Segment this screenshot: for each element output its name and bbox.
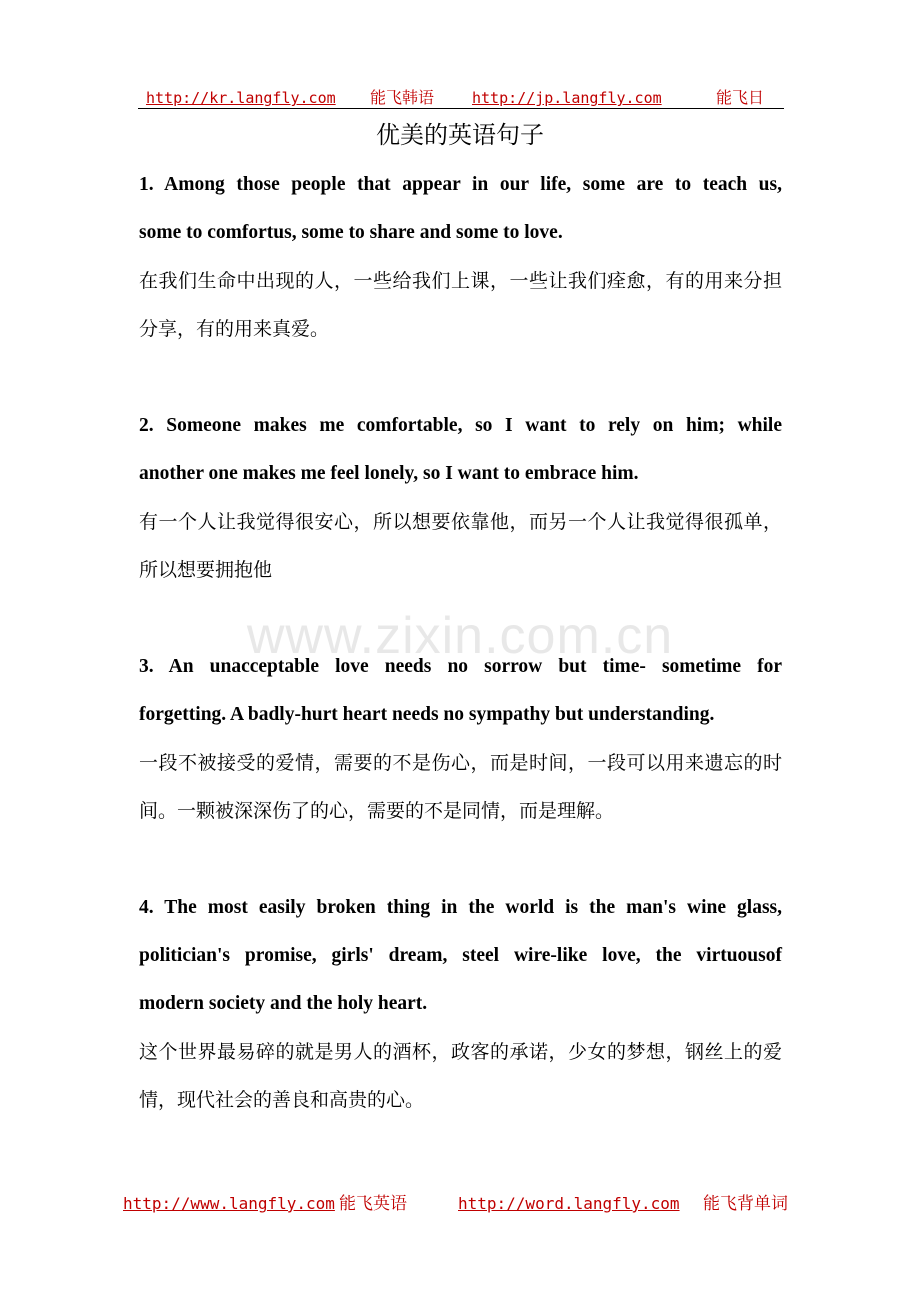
sentence-3-english-line-2: forgetting. A badly-hurt heart needs no sympathy but understanding. [139,704,715,725]
sentence-4-english-line-3: modern society and the holy heart. [139,993,428,1014]
header-name-jp: 能飞日 [716,88,765,107]
header-name-kr: 能飞韩语 [370,88,435,107]
sentence-1-chinese: 在我们生命中出现的人，一些给我们上课，一些让我们痊愈，有的用来分担分享，有的用来真爱。 [139,270,782,340]
footer-name-word: 能飞背单词 [703,1194,788,1214]
page-title: 优美的英语句子 [376,121,544,149]
page-header [138,86,784,109]
footer-link-www[interactable]: http://www.langfly.com [123,1194,335,1213]
sentence-4-english-line-2: politician's promise, girls' dream, steel wire-like love, the virtuousof [139,945,782,966]
sentence-2-english-line-1: 2. Someone makes me comfortable, so I want to rely on him; while [139,415,782,436]
sentence-4-english-line-1: 4. The most easily broken thing in the world is the man's wine glass, [139,897,782,918]
header-link-kr[interactable]: http://kr.langfly.com [146,89,336,107]
footer-name-english: 能飞英语 [339,1194,407,1214]
sentence-1-english-line-1: 1. Among those people that appear in our life, some are to teach us, [139,174,782,195]
sentence-2-english-line-2: another one makes me feel lonely, so I want to embrace him. [139,463,639,484]
sentence-1-english-line-2: some to comfortus, some to share and some to love. [139,222,563,243]
header-link-jp[interactable]: http://jp.langfly.com [472,89,662,107]
sentence-4-chinese: 这个世界最易碎的就是男人的酒杯，政客的承诺，少女的梦想，钢丝上的爱情，现代社会的善良和高贵的心。 [139,1041,782,1111]
sentence-3-chinese: 一段不被接受的爱情，需要的不是伤心，而是时间，一段可以用来遗忘的时间。一颗被深深伤了的心，需要的不是同情，而是理解。 [139,752,782,822]
footer-link-word[interactable]: http://word.langfly.com [458,1194,680,1213]
sentence-3-english-line-1: 3. An unacceptable love needs no sorrow but time- sometime for [139,656,782,677]
sentence-2-chinese: 有一个人让我觉得很安心，所以想要依靠他，而另一个人让我觉得很孤单，所以想要拥抱他 [139,511,782,581]
page-footer [0,1192,920,1218]
watermark: www.zixin.com.cn [246,607,674,665]
